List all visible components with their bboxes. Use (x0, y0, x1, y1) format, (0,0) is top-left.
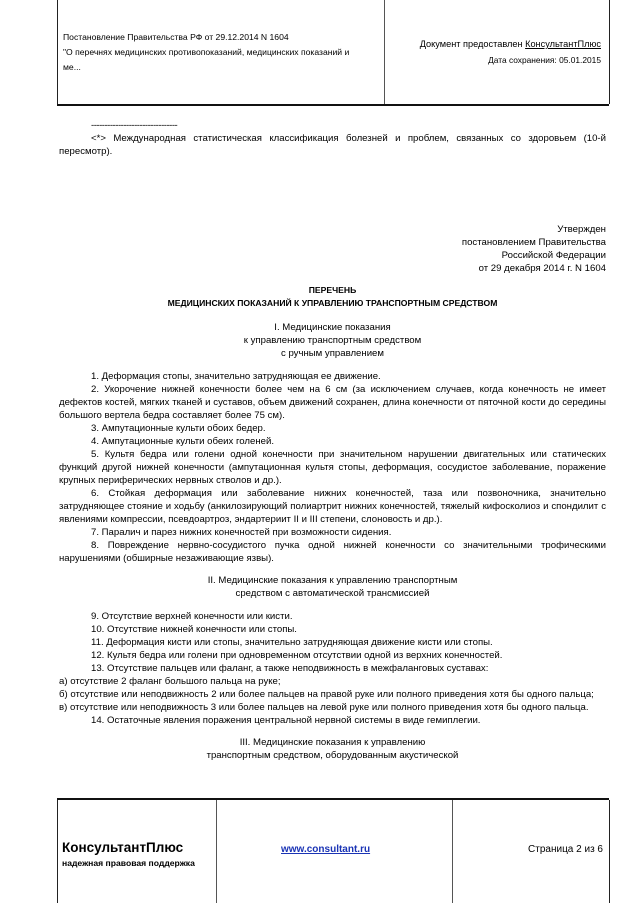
approval-line1: Утвержден (557, 224, 606, 235)
sub-item: а) отсутствие 2 фаланг большого пальца на руке; (59, 676, 281, 687)
section1-heading-line2: к управлению транспортным средством (243, 335, 422, 346)
section3-heading-line2: транспортным средством, оборудованным акустической (206, 750, 459, 761)
provided-by-label: Документ предоставлен (419, 39, 526, 49)
section2-heading-line2: средством с автоматической трансмиссией (235, 588, 430, 599)
website-link[interactable]: www.consultant.ru (281, 844, 371, 855)
list-item: 11. Деформация кисти или стопы, значительно затрудняющая движение кисти или стопы. (91, 637, 493, 648)
list-subtitle: МЕДИЦИНСКИХ ПОКАЗАНИЙ К УПРАВЛЕНИЮ ТРАНСПОРТНЫМ СРЕДСТВОМ (167, 298, 498, 308)
footer-divider-left (216, 800, 217, 903)
document-source (420, 36, 601, 68)
provider-link[interactable]: КонсультантПлюс (525, 39, 601, 49)
list-item: 10. Отсутствие нижней конечности или стопы. (91, 624, 297, 635)
list-item: 2. Укорочение нижней конечности более чем на 6 см (за исключением случаев, когда конечность не имеет дефектов костей, мягких тканей и суставов, объем движений сохранен, длина конечности от пяточной кости до середины большого вертела бедра составляет более 75 см). (59, 384, 606, 421)
approval-line2: постановлением Правительства (461, 237, 606, 248)
document-title-line1: Постановление Правительства РФ от 29.12.2014 N 1604 (63, 32, 289, 42)
list-item: 8. Повреждение нервно-сосудистого пучка одной нижней конечности со значительными трофическими нарушениями (обширные незаживающие язвы). (59, 540, 606, 564)
page-footer (57, 800, 610, 903)
section3-heading-line1: III. Медицинские показания к управлению (239, 737, 426, 748)
document-body (59, 119, 606, 762)
approval-line4: от 29 декабря 2014 г. N 1604 (478, 263, 606, 274)
footer-tagline: надежная правовая поддержка (62, 858, 195, 868)
footer-divider-right (452, 800, 453, 903)
header-rule (57, 104, 609, 106)
list-item: 12. Культя бедра или голени при одновременном отсутствии одной из верхних конечностей. (91, 650, 503, 661)
sub-item: в) отсутствие или неподвижность 3 или более пальцев на левой руке или полного приведения хотя бы одного пальца. (59, 702, 589, 713)
section1-heading-line1: I. Медицинские показания (274, 322, 391, 333)
footnote-separator: -------------------------------- (91, 120, 178, 131)
section1-heading-line3: с ручным управлением (280, 348, 384, 359)
sub-item: б) отсутствие или неподвижность 2 или более пальцев на правой руке или полного приведения хотя бы одного пальца; (59, 689, 594, 700)
document-title-line3: ме... (63, 62, 81, 72)
document-title-line2: "О перечнях медицинских противопоказаний, медицинских показаний и (63, 47, 350, 57)
page-number: Страница 2 из 6 (528, 844, 603, 855)
header-divider (384, 0, 385, 104)
list-item: 14. Остаточные явления поражения центральной нервной системы в виде гемиплегии. (91, 715, 481, 726)
page-header (57, 0, 610, 104)
list-item: 6. Стойкая деформация или заболевание нижних конечностей, таза или позвоночника, значительно затрудняющее стояние и ходьбу (анкилозирующий полиартрит нижних конечностей, тяжелый кифосколиоз и спондилит с явлениями компрессии, псевдоартроз, эндартериит II и III степени, слоновость и др.). (59, 488, 606, 525)
footnote-text: <*> Международная статистическая классификация болезней и проблем, связанных со здоровьем (10-й пересмотр). (59, 133, 606, 157)
list-item: 13. Отсутствие пальцев или фаланг, а также неподвижность в межфаланговых суставах: (91, 663, 489, 674)
section2-heading-line1: II. Медицинские показания к управлению транспортным (207, 575, 458, 586)
list-item: 3. Ампутационные культи обоих бедер. (91, 423, 266, 434)
document-title (63, 30, 363, 75)
list-item: 5. Культя бедра или голени одной конечности при значительном нарушении двигательных или статических функций другой нижней конечности (ампутационная культя стопы, деформация, сосудистое заболевание, поражение крупных периферических нервных стволов и др.). (59, 449, 606, 486)
footer-brand-logo: КонсультантПлюс (62, 840, 184, 855)
save-date: Дата сохранения: 05.01.2015 (488, 55, 601, 65)
list-item: 7. Паралич и парез нижних конечностей при возможности сидения. (91, 527, 392, 538)
approval-line3: Российской Федерации (501, 250, 606, 261)
list-item: 9. Отсутствие верхней конечности или кисти. (91, 611, 293, 622)
list-title: ПЕРЕЧЕНЬ (308, 285, 357, 295)
list-item: 1. Деформация стопы, значительно затрудняющая ее движение. (91, 371, 381, 382)
list-item: 4. Ампутационные культи обеих голеней. (91, 436, 274, 447)
